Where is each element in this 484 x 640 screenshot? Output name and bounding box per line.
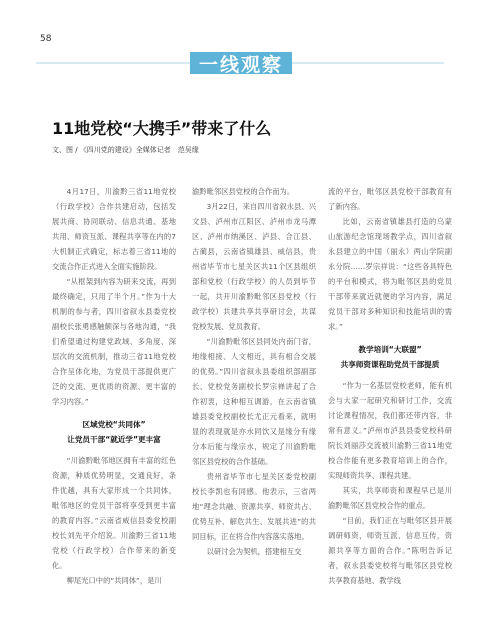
article-column-3 <box>328 184 452 588</box>
paragraph: 比如，云南省镇雄县打造的乌蒙山旅游纪念馆现场教学点，四川省叙永县建立的中国（丽永）两山学院副永分院……罗宗祥说：“这些各具特色的平台和模式，将为毗邻区县的党员干部带来就近就便的学习内容，满足党员干部对多种知识和技能培训的需求。” <box>328 217 452 331</box>
subheading <box>328 342 452 372</box>
subheading-line: 让党员干部“就近学”更丰富 <box>67 435 161 444</box>
paragraph: 4月17日，川渝黔三省11地党校（行政学校）合作共建启动，包括发展共商、协同联动、信息共通、基地共用、师资互派、课程共享等在内的7大机制正式确定，标志着三省11地的交流合作正式进入全面实施阶段。 <box>52 187 176 271</box>
paragraph: “目前，我们正在与毗邻区县开展调研师资，师资互派、信息互传，资源共享等方面的合作。”陈明告诉记者，叙永县委党校将与毗邻区县党校共享教育基地、教学线 <box>328 516 452 585</box>
subheading-line: 教学培训“大联盟” <box>358 345 422 354</box>
paragraph: 渝黔毗邻区县党校的合作而为。 <box>192 187 295 196</box>
page-number: 58 <box>40 34 52 44</box>
paragraph: “川渝黔毗邻区县同处内南门省，地缘相接、人文相近，具有相合交展的优势。”四川省叙永县委组织部副部长、党校党务副校长罗宗禅讲起了合作初衷，这种相互调游，在云南省镇雄县委党校副校长尤正元看来，就明显的表现就是亦水同饮又是缘分有缘分本后能与缘宗水，规定了川渝黔毗邻区县党校的合作基础。 <box>192 337 316 466</box>
paragraph: 其实，共享师资和课程早已是川渝黔毗邻区县党校合作的重点。 <box>328 486 452 510</box>
subheading-line: 区域党校“共同体” <box>82 420 146 429</box>
article-column-2 <box>192 184 316 559</box>
paragraph: 以研讨会为契机，搭建相互交 <box>206 547 302 556</box>
paragraph: 流的平台，毗邻区县党校干部教育有了新内容。 <box>328 187 452 211</box>
subheading-line: 共享师资课程助党员干部提质 <box>340 360 440 369</box>
subheading <box>52 417 176 447</box>
paragraph: “川渝黔毗邻地区拥有丰富的红色资源，种质优势明显，交通良好，条件优越，具有大家形成一个共同体，毗邻地区的党员干部将享受到更丰富的教育内容。”云南省威信县委党校副校长刘先平介绍说。川渝黔三省11地党校（行政学校）合作带来的新变化。 <box>52 456 176 570</box>
paragraph: “从框架到内容为研来交流，再到最终确定，只用了半个月。”作为十大机制的参与者，四川省叙永县委党校副校长张勇感触颇深与各地沟通，“我们希望通过构建党政域、多角度、深层次的交流机制，推动三省11地党校合作呈体化地，为党员干部提供更广泛的交流、更优质的资源、更丰富的学习内容。” <box>52 277 176 406</box>
paragraph: 柳尾光口中的“共同体”，是川 <box>66 576 162 585</box>
paragraph: 3月22日，来自四川省叙永县、兴文县、泸州市江阳区、泸州市龙马潭区、泸州市纳溪区、泸县、合江县、古蔺县，云南省镇雄县、威信县，贵州省毕节市七星关区共11个区县组织部和党校（行政学校）的人员到毕节一起，共开川渝黔毗邻区县党校（行政学校）共建共享共享研讨会，共谋党校发展、党员教育。 <box>192 202 316 331</box>
article-title: 11地党校“大携手”带来了什么 <box>52 119 272 138</box>
section-header <box>36 52 444 74</box>
paragraph: 贵州省毕节市七星关区委党校副校长李凯也有同感。他表示，三省两地“理念共融、资源共享、师资共占、优势互补、解危共生、发展共进”的共同目标，正在将合作内容落实落地。 <box>192 472 316 541</box>
article-byline: 文、图 / 《四川党的建设》全媒体记者 范吴缘 <box>52 146 199 154</box>
paragraph: “作为一名基层党校老师，能有机会与大家一起研究和研讨工作，交流讨论课程情况，我们都还带内容，非常有意义。”泸州市泸县县委党校科研院长刘丽莎交流被川渝黔三省11地党校合作能有更多教育培训上的合作，实现师资共享、课程共建。 <box>328 381 452 480</box>
article-column-1 <box>52 184 176 588</box>
section-label: 一线观察 <box>190 52 292 74</box>
